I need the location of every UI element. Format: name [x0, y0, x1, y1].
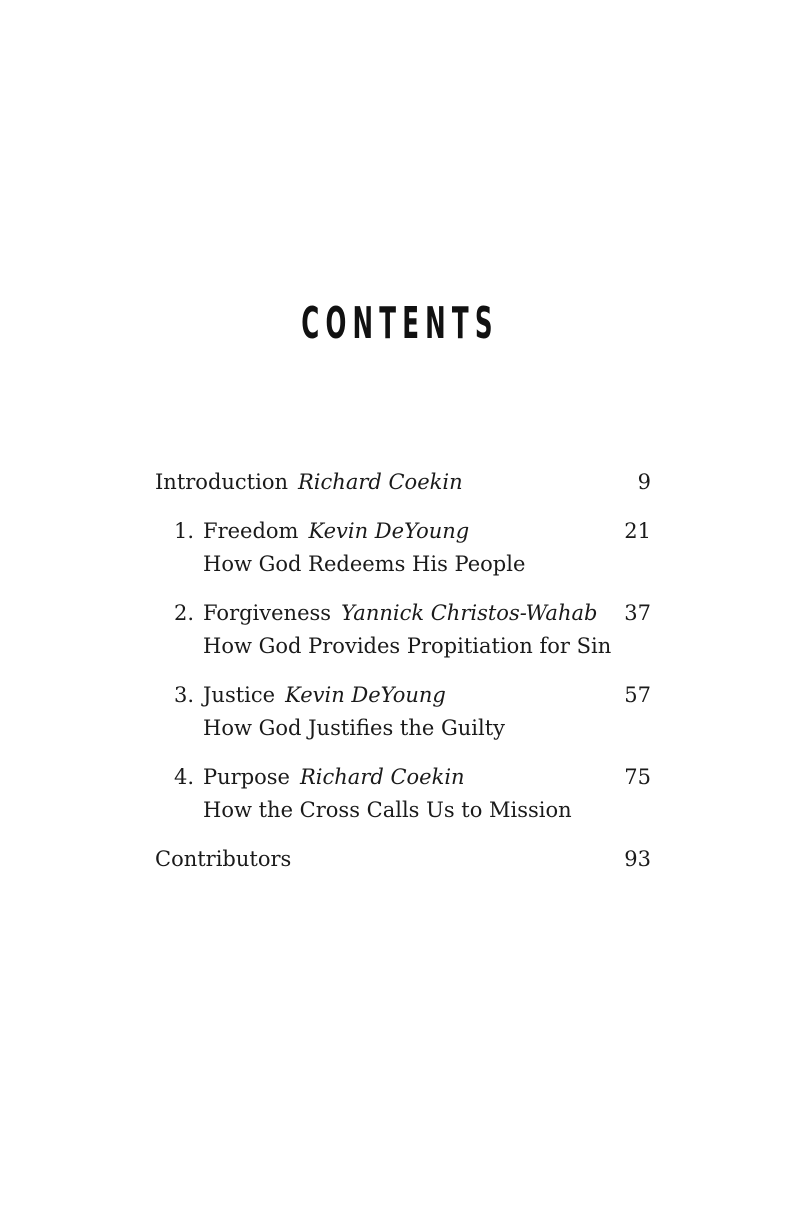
entry-title: Contributors	[155, 847, 292, 871]
entry-author: Kevin DeYoung	[308, 519, 470, 543]
entry-title: Freedom	[203, 519, 299, 543]
entry-subtitle: How God Redeems His People	[203, 552, 526, 576]
entry-page-number: 57	[624, 683, 651, 707]
entry-page-number: 9	[637, 470, 651, 494]
toc-entry-chapter-1[interactable]	[155, 515, 651, 581]
entry-author: Richard Coekin	[299, 765, 465, 789]
chapter-number: 2.	[174, 601, 195, 625]
entry-title: Purpose	[203, 765, 290, 789]
chapter-number: 1.	[174, 519, 195, 543]
entry-page-number: 93	[624, 847, 651, 871]
toc-entry-chapter-4[interactable]	[155, 761, 651, 827]
toc-entry-contributors[interactable]	[155, 843, 651, 876]
entry-title: Introduction	[155, 470, 288, 494]
entry-author: Kevin DeYoung	[285, 683, 446, 707]
entry-author: Richard Coekin	[298, 470, 463, 494]
entry-page-number: 75	[624, 765, 651, 789]
toc-entry-chapter-3[interactable]	[155, 679, 651, 745]
entry-subtitle: How God Provides Propitiation for Sin	[203, 634, 612, 658]
chapter-number: 3.	[174, 683, 195, 707]
entry-title: Forgiveness	[203, 601, 332, 625]
entry-page-number: 21	[624, 519, 651, 543]
chapter-number: 4.	[174, 765, 195, 789]
entry-title: Justice	[203, 683, 276, 707]
entry-author: Yannick Christos-Wahab	[341, 601, 598, 625]
page-title: CONTENTS	[301, 298, 499, 349]
toc-entry-introduction[interactable]	[155, 466, 651, 499]
table-of-contents	[155, 466, 651, 876]
entry-subtitle: How God Justifies the Guilty	[203, 716, 506, 740]
entry-subtitle: How the Cross Calls Us to Mission	[203, 798, 572, 822]
entry-page-number: 37	[624, 601, 651, 625]
toc-entry-chapter-2[interactable]	[155, 597, 651, 663]
